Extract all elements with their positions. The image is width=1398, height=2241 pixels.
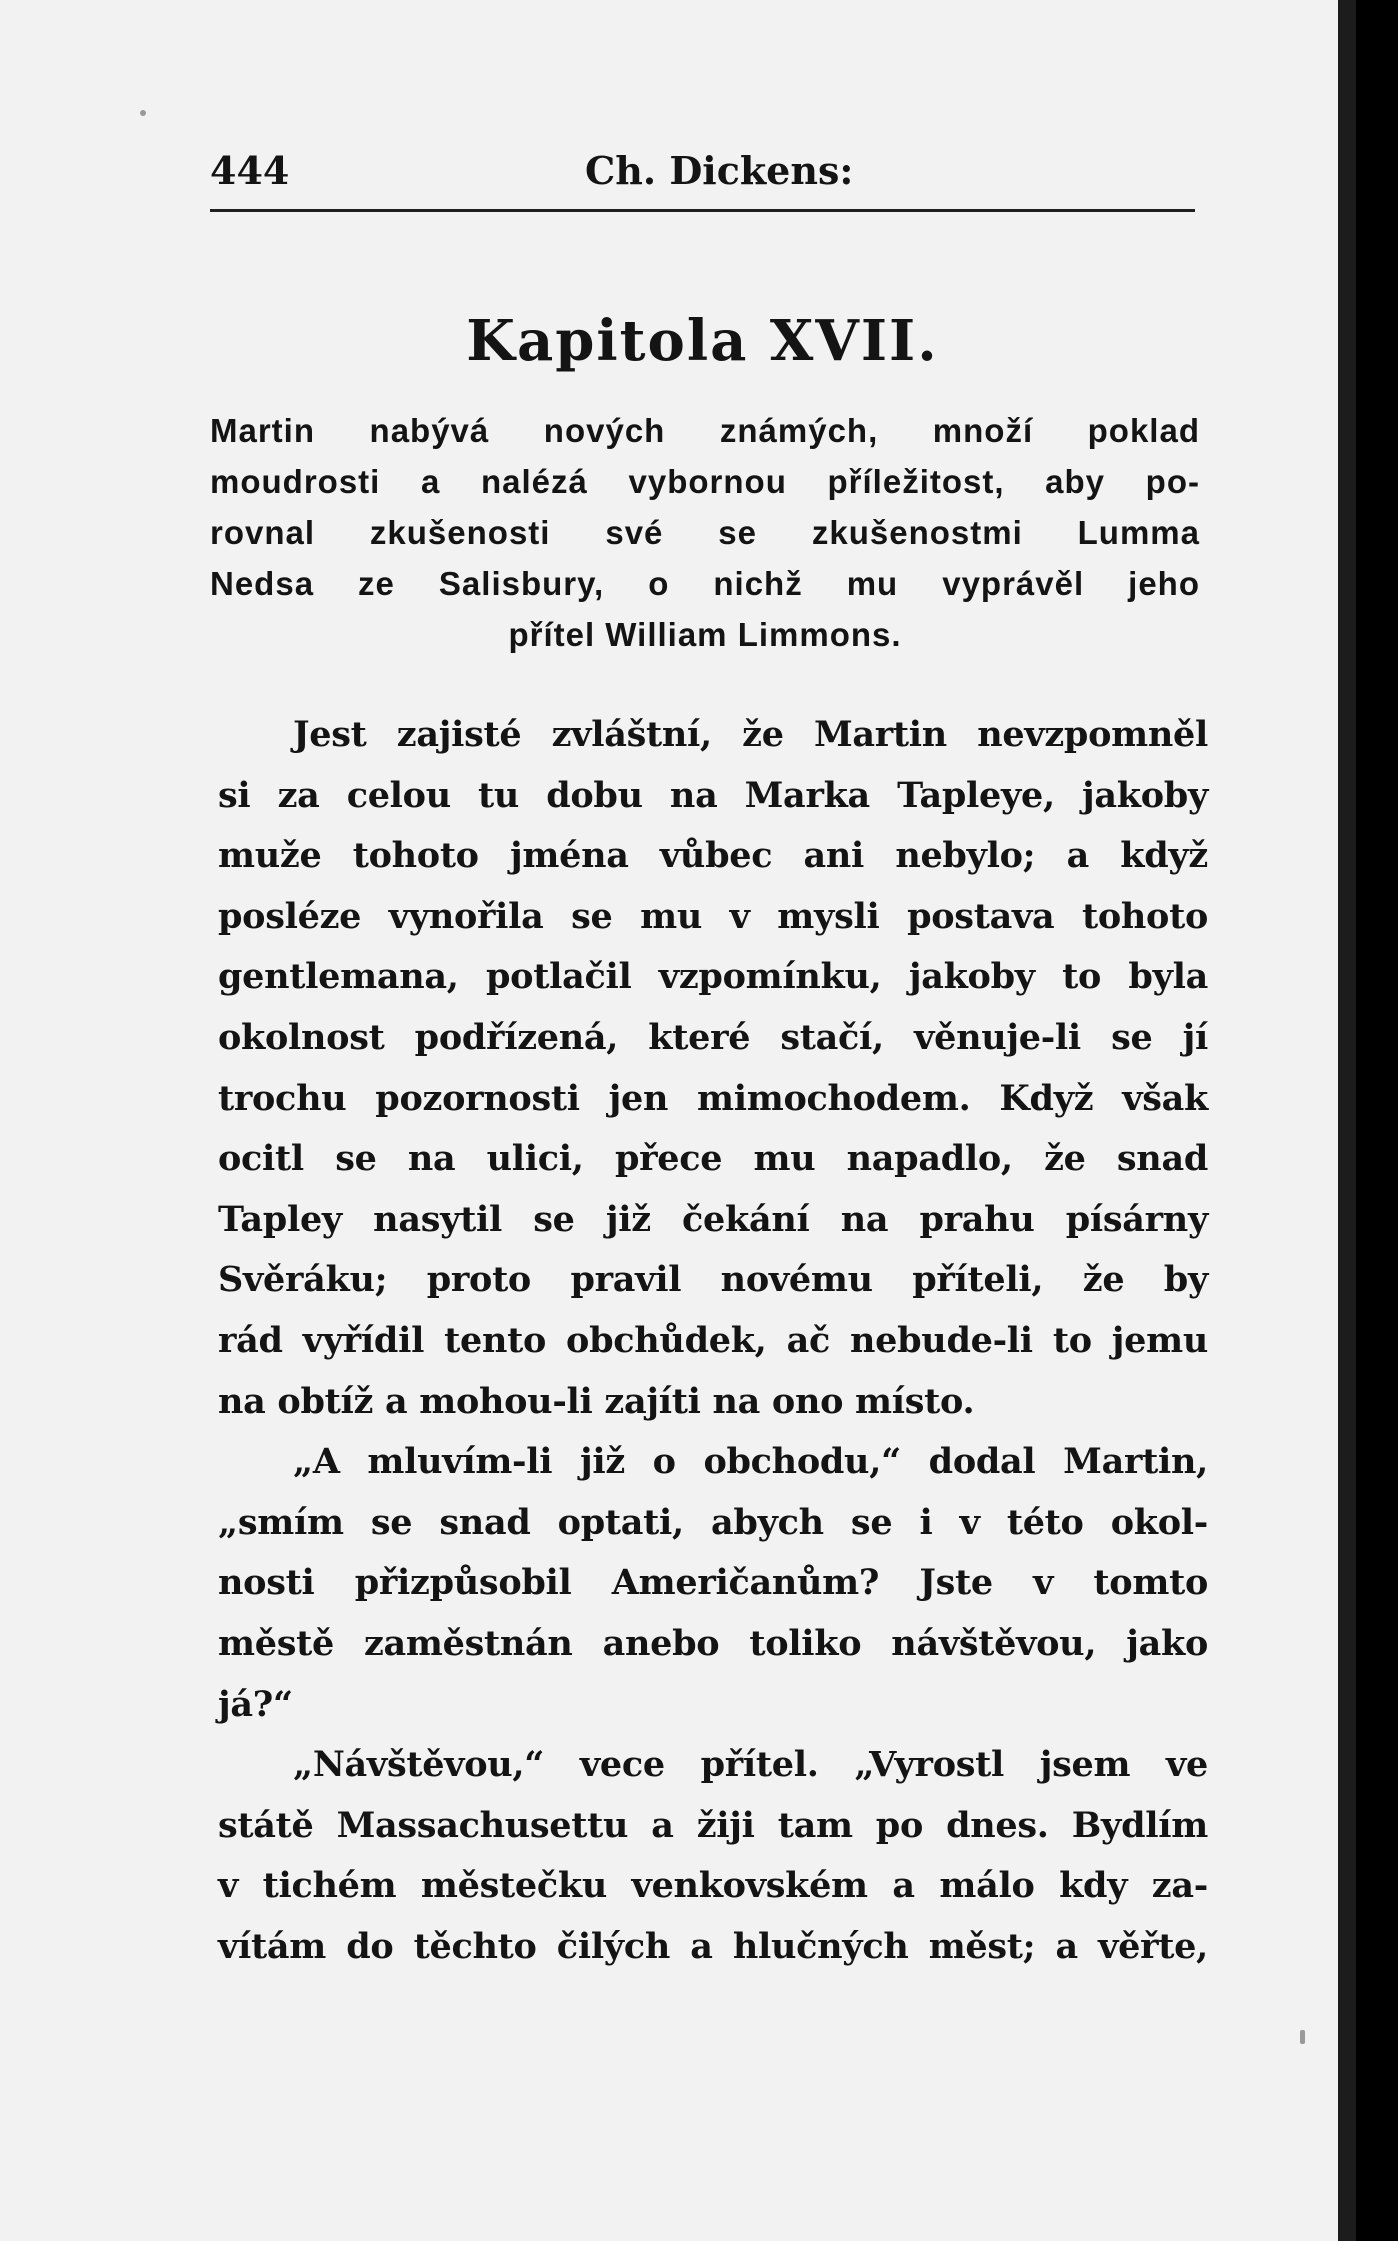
body-line: v tichém městečku venkovském a málo kdy za-: [218, 1865, 1208, 1907]
summary-line: Martin nabývá nových známých, množí poklad: [210, 412, 1200, 449]
paper-speck: [1300, 2030, 1305, 2044]
body-line: muže tohoto jména vůbec ani nebylo; a když: [218, 835, 1208, 877]
summary-line: přítel William Limmons.: [508, 616, 902, 653]
summary-line: Nedsa ze Salisbury, o nichž mu vyprávěl jeho: [210, 565, 1200, 602]
body-line: státě Massachusettu a žiji tam po dnes. Bydlím: [218, 1804, 1208, 1846]
body-line: si za celou tu dobu na Marka Tapleye, jakoby: [218, 774, 1208, 816]
body-line: Tapley nasytil se již čekání na prahu písárny: [218, 1198, 1208, 1240]
body-line: trochu pozornosti jen mimochodem. Když však: [218, 1077, 1208, 1119]
body-line: posléze vynořila se mu v mysli postava tohoto: [218, 895, 1208, 937]
body-line: gentlemana, potlačil vzpomínku, jakoby to byla: [218, 956, 1208, 998]
body-line: městě zaměstnán anebo toliko návštěvou, jako: [218, 1622, 1208, 1664]
summary-line: rovnal zkušenosti své se zkušenostmi Lumma: [210, 514, 1200, 551]
page-header: [210, 148, 1195, 208]
body-line: „A mluvím-li již o obchodu,“ dodal Martin,: [293, 1441, 1208, 1483]
body-line: okolnost podřízená, které stačí, věnuje-li se jí: [218, 1016, 1208, 1058]
body-line: „Návštěvou,“ vece přítel. „Vyrostl jsem ve: [293, 1744, 1208, 1786]
body-line: Svěráku; proto pravil novému příteli, že by: [218, 1259, 1208, 1301]
body-line: „smím se snad optati, abych se i v této okol-: [218, 1501, 1208, 1543]
page-number: 444: [210, 148, 290, 193]
body-line: nosti přizpůsobil Američanům? Jste v tomto: [218, 1562, 1208, 1604]
chapter-title: Kapitola XVII.: [466, 308, 939, 374]
running-title: Ch. Dickens:: [585, 148, 854, 193]
body-line: vítám do těchto čilých a hlučných měst; a věřte,: [218, 1925, 1208, 1967]
body-line: rád vyřídil tento obchůdek, ač nebude-li to jemu: [218, 1319, 1208, 1361]
summary-line: moudrosti a nalézá vybornou příležitost, aby po-: [210, 463, 1200, 500]
page-edge-shadow: [1338, 0, 1356, 2241]
header-rule: [210, 209, 1195, 212]
body-line: na obtíž a mohou-li zajíti na ono místo.: [218, 1380, 975, 1422]
body-text: [218, 705, 1208, 1977]
body-line: ocitl se na ulici, přece mu napadlo, že snad: [218, 1138, 1208, 1180]
paper-speck: [140, 110, 146, 116]
body-line: Jest zajisté zvláštní, že Martin nevzpomněl: [293, 714, 1208, 755]
chapter-summary: [210, 405, 1200, 660]
body-line: já?“: [218, 1683, 293, 1725]
